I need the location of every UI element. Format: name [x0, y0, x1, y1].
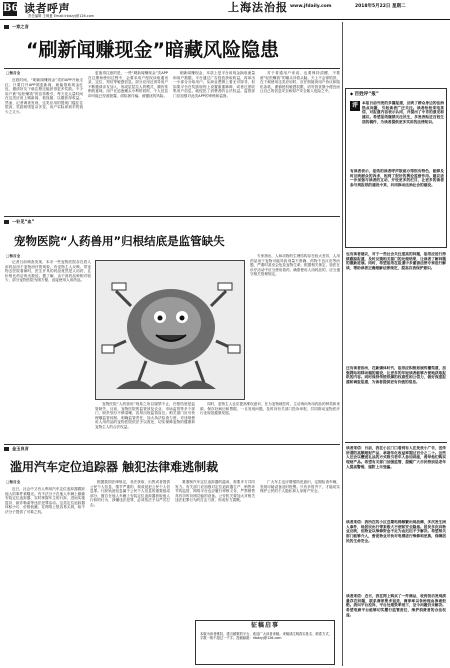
article1-column-2: 更值得注意的是，一些“刷新闻赚现金”类APP在注册和使用过程中，会要求用户授权读取通讯录、定位、短信等敏感信息。部分应用还诱导用户不断邀请亲友加入，形成层层拉人的模式，颇有传销的意味。用户在追逐蝇头小利的同时，个人信息却可能已经被泄露，面临被诈骗、被骚扰的风险。 [88, 71, 168, 98]
sidebar-text-3: 也有读者建议，对于一些社会关注度高的问题，报纸应进行持续跟踪报道，及时反馈相关部门的处理结果，让读者了解问题的最新进展。同时，希望报纸在报道中多邀请法律专家进行解读，帮助读者正确理解法律规定，提高自我保护意识。 [346, 252, 446, 271]
article1-byline: □杨召全 [6, 71, 21, 75]
sidebar-divider [342, 22, 343, 666]
paper-name: 上海法治报 [228, 1, 288, 14]
sidebar-text-2: 有读者表示，报纸的读者呼声版面办得很有特色，能够及时反映群众的诉求，起到了很好的舆论监督作用。建议进一步加强与读者的互动，开设更多的栏目，让更多的读者参与到报纸的建设中来，共同推动法治社会的建设。 [350, 169, 444, 188]
article1-column-1: 近段时间，“刷新闻赚现金”类的APP开始走红。只要打开APP浏览新闻，就能领取现金红包，邀请好友下载注册还能获得更多奖励。不少用户被“轻松赚钱”的宣传吸引，每天花大量时间在这类应用上刷新闻、看视频，以期获得收益。然而，记者调查发现，这类应用的提现门槛往往很高，奖励规则复杂多变，用户实际拿到手的钱少之又少。 [5, 78, 83, 114]
reader-letter-3: 读者来信：近日，我在网上购买了一件商品，收到货后发现质量存在问题，联系商家要求退货，商家却以各种理由推诿拒绝。我向平台投诉，平台处理效率低下，至今问题仍未解决。希望电商平台能够切实履行监管责任，维护消费者的合法权益。 [346, 594, 446, 617]
article2-kicker: 一针见“血” [4, 219, 34, 225]
notice-body: 本版为读者维权、建言献策的平台，欢迎广大读者来稿。来稿请注明真实姓名、联系方式，字数一般不超过一千字。投稿邮箱：lrbdzyj@126.com [200, 632, 332, 641]
article2-headline: 宠物医院“人药兽用”归根结底是监管缺失 [14, 234, 225, 248]
divider [4, 216, 340, 217]
notice-title: 征稿启事 [250, 622, 279, 629]
article1-column-4: 对于普通用户来说，也要保持清醒，不要被“轻松赚钱”的噱头冲昏头脑。天上不会掉馅饼，在下载使用这类应用时，应仔细阅读用户协议和隐私条款，谨慎授权敏感权限，切勿因贪图小便宜而让自己的信息安全和财产安全陷入危险之中。 [260, 71, 340, 94]
sidebar-text-1: 本报日前刊发的多篇报道，反映了群众身边的法治热点问题，引起读者广泛关注。读者纷纷来电来信，对报道内容表示认同，并提出了中肯的意见和建议。希望报纸继续关注民生，多发表贴近百姓生活的稿件，为读者提供更多实用的法律知识。 [362, 101, 444, 124]
call-for-submissions-box [195, 620, 335, 665]
masthead [0, 0, 450, 20]
article3-headline: 滥用汽车定位追踪器 触犯法律难逃制裁 [10, 460, 219, 474]
editorial-cartoon [95, 260, 245, 400]
page-mark: B6 [3, 3, 19, 14]
article3-byline: □杨召全 [6, 480, 21, 484]
divider [4, 444, 340, 445]
article2-column-2: 专家指出，人和动物的生理结构存在较大差异，人用药品用于宠物可能导致剂量不准确、药物不良反应等问题，严重时甚至会危及宠物生命。根据相关规定，兽医在诊疗活动中应当使用兽药，确需使用人用药品的，应当遵守相关管理规定。 [250, 254, 340, 277]
article1-column-3: 刷新闻赚现金，本质上是平台用现金换取流量和用户数据。平台通过广告投放获取收益，再拿出一小部分分给用户。从商业逻辑上看无可厚非，但如果平台在奖励规则上设置重重障碍，或者过度收集用户信息，就侵犯了消费者的合法权益。监管部门应加强对此类APP的审核和监督。 [173, 71, 255, 98]
issue-date: 2018年5月22日 星期二 [355, 4, 406, 9]
reader-letter-2: 读者来信：我所在的小区近期电梯频繁出现故障，多次发生困人事件，给居民出行带来极大不便和安全隐患。居民多次向物业反映，但物业以维修资金不足为由迟迟不予解决。希望相关部门能够介入，督促物业尽快对电梯进行维修和更换，保障居民的生命安全。 [346, 520, 446, 543]
article2-column-3: 宠物医院“人药兽用”现象之所以屡禁不止，归根结底是监管缺失。目前，宠物医院的监管涉及农业、市场监管等多个部门，职责划分不够清晰，容易出现监管盲区。相关部门应尽快理顺监管体制，明确监管责任，加大执法检查力度，对违规使用人用药品的宠物医院依法予以查处，切实保障宠物的健康和宠物主人的合法权益。 [95, 402, 195, 429]
sidebar-box [345, 88, 447, 248]
reader-letter-1: 读者来信：日前，我在小区门口看到有人在发放小广告，宣传所谓的高额理财产品，承诺年化收益率超过百分之二十。这些人还会以赠送礼品的方式吸引老年人参加讲座，诱导他们购买理财产品。希望有关部门加强监管，提醒广大市民特别是老年人提高警惕，谨防上当受骗。 [346, 446, 446, 469]
divider [345, 442, 447, 443]
paper-url[interactable]: www.jfdaily.com [290, 4, 332, 9]
sidebar-title: ◆ 百姓评“报” [350, 92, 379, 98]
article3-column-4: 广大车主也应增强防范意识，定期检查车辆，发现可疑设备及时报警。只有多管齐下，才能切实保护公民的个人隐私和人身财产安全。 [260, 480, 340, 494]
sidebar-text-4: 还有读者指出，在新媒体时代，报纸应积极拓展传播渠道，加强网站和移动端的建设，让更多的年轻读者能够方便地获取报纸的内容。同时保持传统纸媒的权威性和公信力，做好深度报道和调查报道，为读者提供更有价值的信息。 [346, 366, 446, 385]
section-title: 读者呼声 [24, 2, 70, 15]
article3-column-2: 根据我国法律规定，非法获取、出售或者提供公民个人信息，情节严重的，构成侵犯公民个人信息罪。行踪轨迹信息属于公民个人信息的重要组成部分，擅自在他人车辆上安装定位追踪器获取他人行踪的行为，涉嫌违法犯罪，必须依法予以严厉打击。 [90, 480, 170, 507]
sidebar-badge: 评 [351, 102, 358, 109]
article1-headline: “刷新闻赚现金”暗藏风险隐患 [26, 39, 279, 61]
article3-column-1: 近日，社会中又有人利用汽车定位追踪器跟踪他人的事件被曝光。有不法分子在他人车辆上偷偷安装定位追踪器，实时掌握车主的行踪，进而实施盗窃、敲诈勒索等违法犯罪活动。这类定位追踪器体积小巧、价格低廉，在网络上很容易买到，给不法分子提供了可乘之机。 [5, 487, 85, 514]
article2-byline: □杨召全 [6, 254, 21, 258]
article3-kicker: 金玉良言 [4, 446, 29, 452]
article3-column-3: 要遏制汽车定位追踪器的滥用，需要多方共同发力。有关部门应加强对定位追踪器生产、销售环节的监管，网络平台也应履行审核义务，严禁销售具有窃听窃照功能的设备。公安机关要加大对相关违法犯罪行为的打击力度，形成有力震慑。 [175, 480, 255, 503]
cartoon-illustration-icon [96, 261, 245, 400]
divider [4, 68, 340, 69]
editors-line: 责任编辑 王嵘夏 Email:lrbdzyj@126.com [28, 14, 94, 18]
article2-column-4: 同时，宠物主人也应提高维权意识，在为宠物就医时，主动询问所用药品的种类和来源，保存好病历和票据，一旦发现问题，及时向有关部门投诉举报，共同推动宠物医疗行业规范健康发展。 [200, 402, 340, 416]
article2-column-1: 记者日前调查发现，本市一些宠物医院存在将人用药品用于宠物治疗的现象。有宠物主人反映，带宠物去医院看病时，医生开具的药品竟然是人用药，且价格比药店贵出数倍。据了解，由于兽药品种相对较少，部分宠物医院为图方便，直接使用人用药品。 [5, 260, 91, 283]
article1-kicker: 一家之言 [4, 24, 29, 30]
